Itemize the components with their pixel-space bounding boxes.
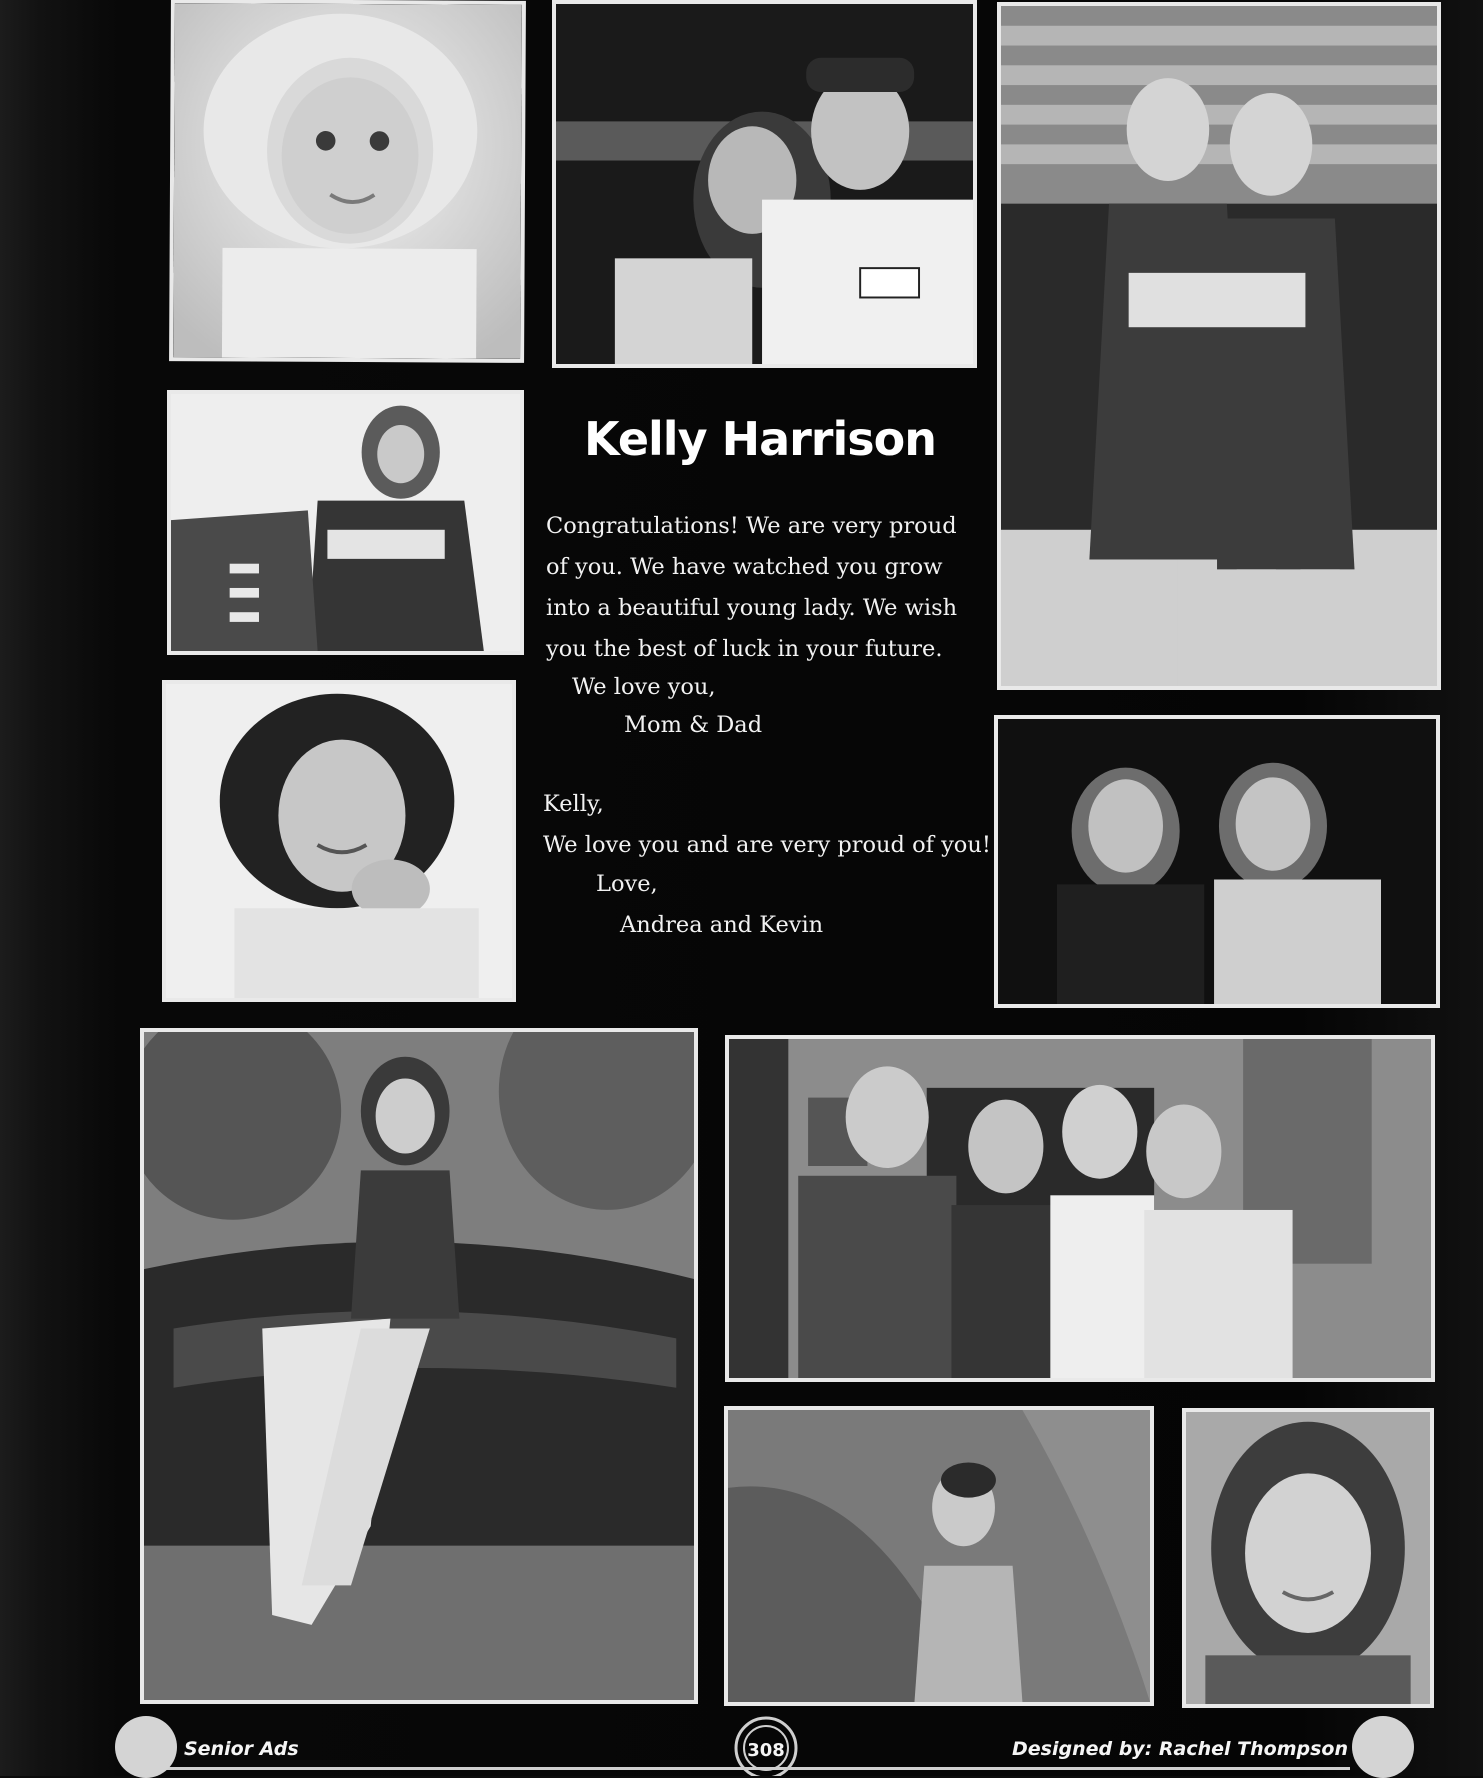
photo-girl-with-man — [552, 0, 977, 368]
footer-designer-credit: Designed by: Rachel Thompson — [1012, 1738, 1348, 1760]
footer-section-label: Senior Ads — [184, 1738, 299, 1760]
sibling-signature: Andrea and Kevin — [620, 912, 824, 938]
sibling-greeting: Kelly, — [543, 791, 604, 817]
photo-four-girls — [725, 1035, 1435, 1382]
photo-two-girls-night — [994, 715, 1440, 1008]
parents-signature: Mom & Dad — [624, 712, 763, 738]
page-number: 308 — [747, 1740, 785, 1761]
sibling-closing: Love, — [596, 871, 658, 897]
parents-closing: We love you, — [572, 674, 716, 700]
photo-baby-bonnet — [169, 0, 526, 363]
parents-message-line-4: you the best of luck in your future. — [546, 636, 943, 662]
photo-curly-child — [162, 680, 516, 1002]
year-emblem-icon — [706, 1700, 826, 1776]
photo-two-cheerleaders — [997, 2, 1441, 690]
parents-message-line-2: of you. We have watched you grow — [546, 554, 943, 580]
footer-left-circle-icon — [115, 1716, 177, 1778]
senior-name-title: Kelly Harrison — [584, 412, 936, 466]
footer-right-circle-icon — [1352, 1716, 1414, 1778]
sibling-message: We love you and are very proud of you! — [543, 832, 991, 858]
parents-message-line-1: Congratulations! We are very proud — [546, 513, 957, 539]
photo-girl-on-car — [140, 1028, 698, 1704]
parents-message-line-3: into a beautiful young lady. We wish — [546, 595, 958, 621]
photo-cheerleader-jacket — [167, 390, 524, 655]
photo-teen-portrait — [1182, 1408, 1434, 1708]
photo-girl-formal — [724, 1406, 1154, 1706]
